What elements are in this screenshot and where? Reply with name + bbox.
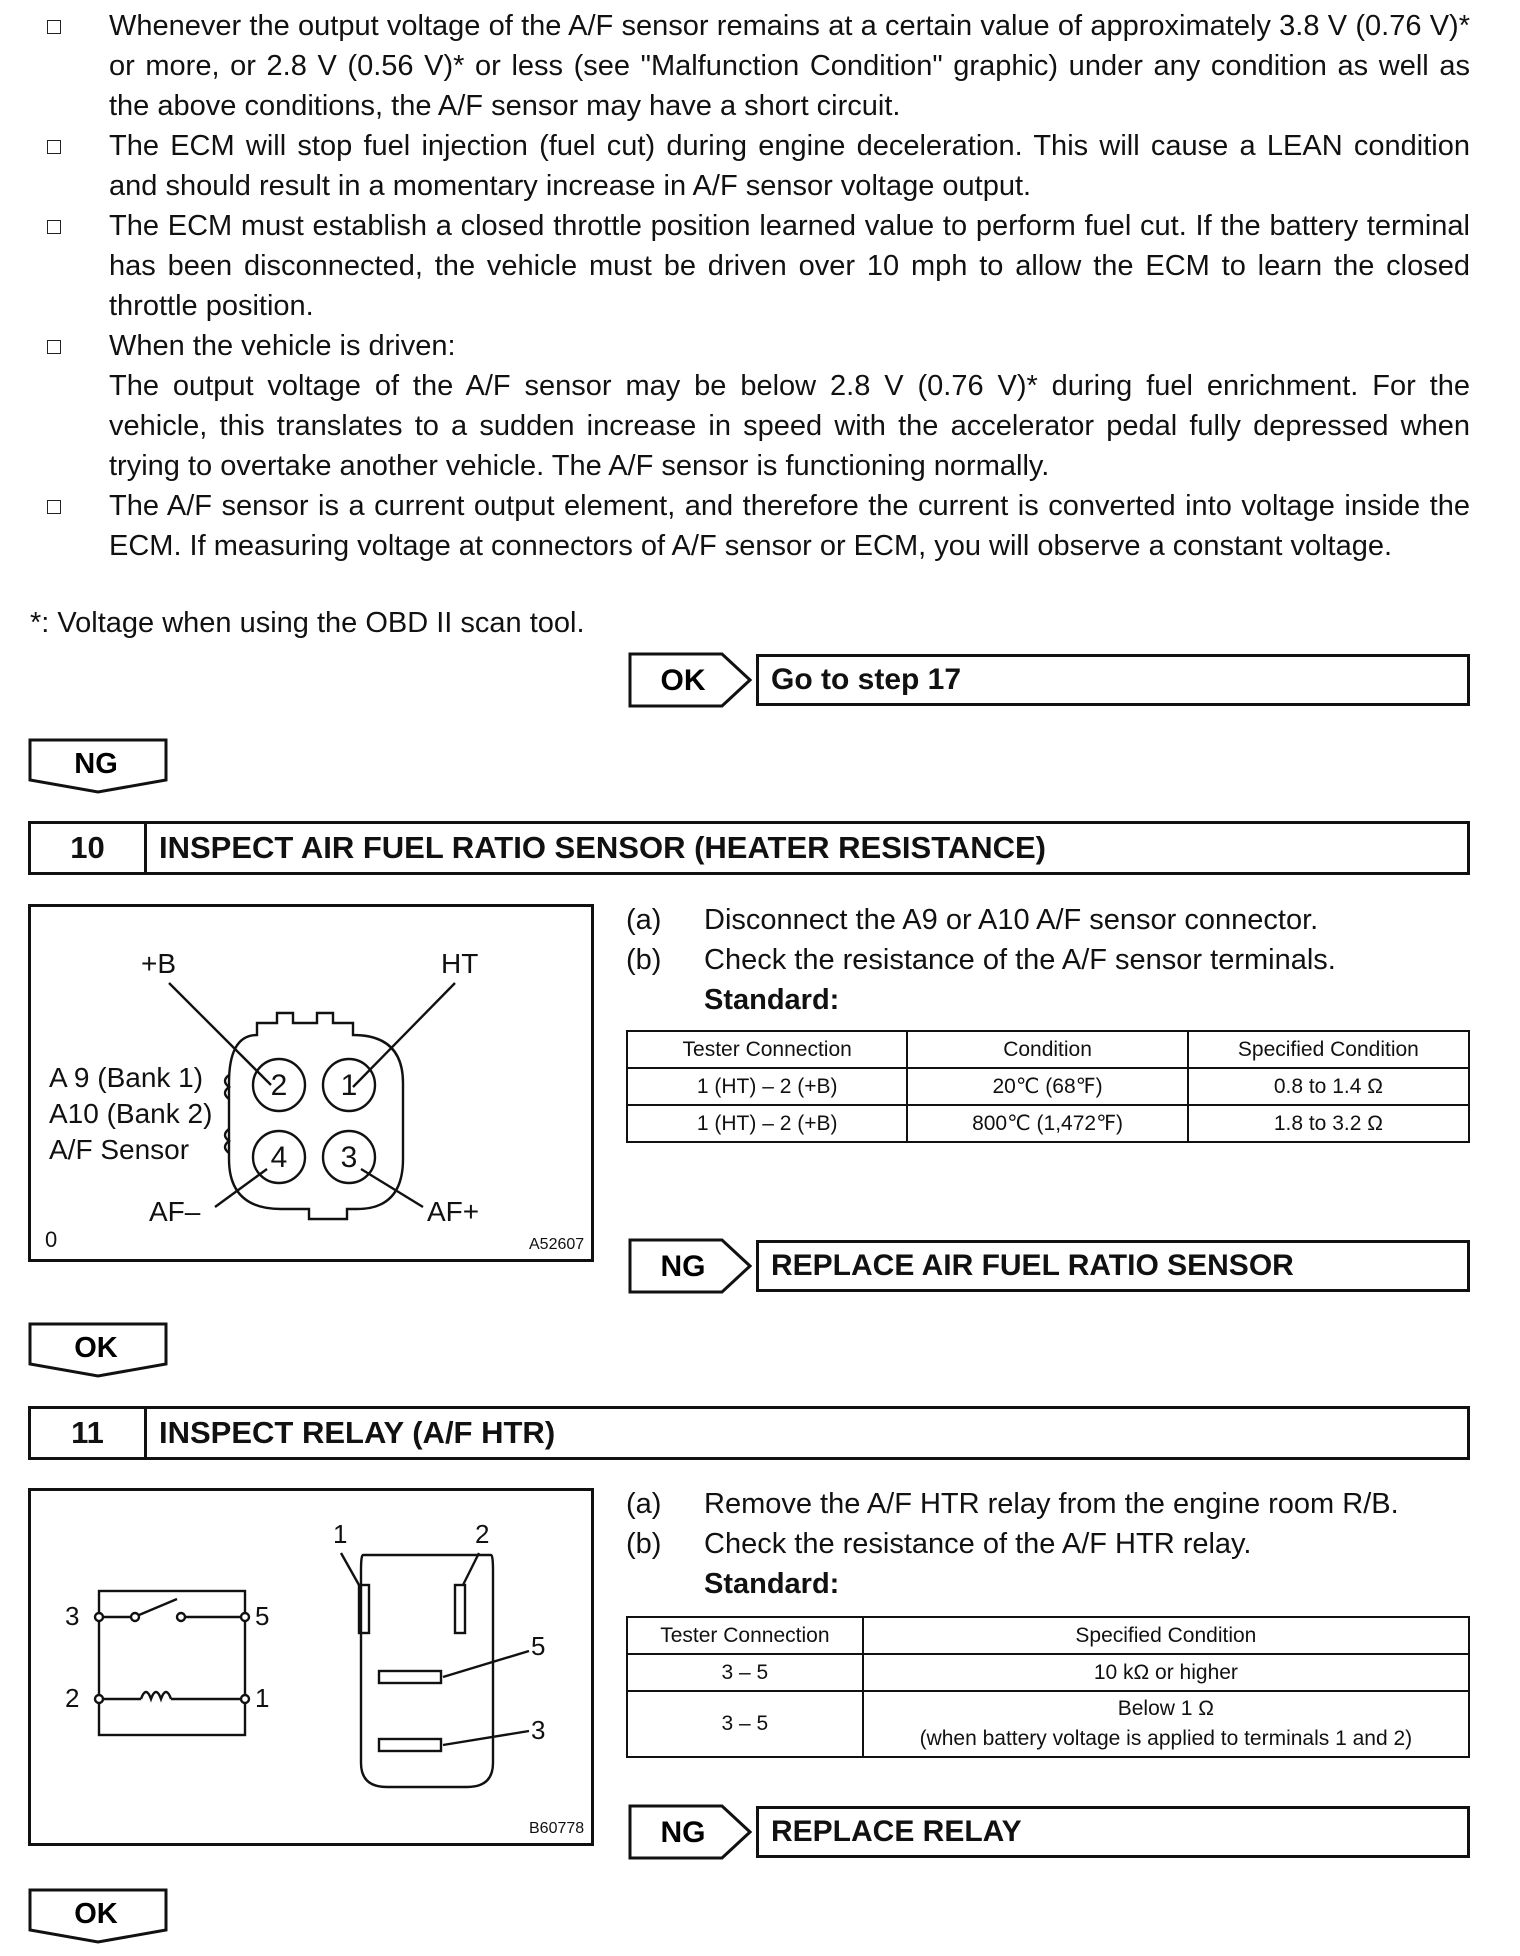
result-replace-relay: REPLACE RELAY — [756, 1806, 1470, 1858]
af-sensor-connector-figure — [28, 904, 594, 1262]
bullet-box-icon — [47, 220, 61, 234]
instruction-row: (b) Check the resistance of the A/F sensor terminals. — [626, 944, 1336, 976]
svg-text:NG: NG — [74, 748, 118, 780]
schematic-pin-3: 3 — [65, 1601, 80, 1631]
schematic-pin-2: 2 — [65, 1683, 80, 1713]
relay-pin-2: 2 — [475, 1519, 490, 1549]
relay-pin-1: 1 — [333, 1519, 348, 1549]
footnote: *: Voltage when using the OBD II scan tool. — [30, 607, 585, 639]
list-item: When the vehicle is driven: The output voltage of the A/F sensor may be below 2.8 V (0.76 V)* during fuel enrichment. For the vehicle, this translates to a sudden increase in speed with the accelerator pedal fully depressed when trying to overtake another vehicle. The A/F sensor is functioning normally. — [28, 326, 1470, 486]
connector-label-line: A/F Sensor — [49, 1134, 190, 1165]
pin-1: 1 — [340, 1069, 358, 1102]
standard-label: Standard: — [704, 1568, 840, 1600]
step-number: 11 — [31, 1409, 147, 1457]
figure-code: B60778 — [529, 1820, 585, 1837]
label-ht: HT — [441, 948, 479, 979]
relay-pin-3: 3 — [531, 1715, 546, 1745]
svg-text:OK: OK — [74, 1332, 118, 1364]
table-row: 3 – 5 Below 1 Ω (when battery voltage is applied to terminals 1 and 2) — [627, 1691, 1469, 1757]
table-row: 3 – 5 10 kΩ or higher — [627, 1654, 1469, 1691]
step-title: INSPECT RELAY (A/F HTR) — [159, 1415, 556, 1450]
connector-label-line: A 9 (Bank 1) — [49, 1062, 204, 1093]
bullet-box-icon — [47, 500, 61, 514]
list-item: The ECM must establish a closed throttle position learned value to perform fuel cut. If the battery terminal has been disconnected, the vehicle must be driven over 10 mph to allow the ECM to learn the closed throttle position. — [28, 206, 1470, 326]
svg-text:OK: OK — [74, 1898, 118, 1930]
notes-list — [28, 6, 1470, 566]
step-number: 10 — [31, 824, 147, 872]
ok-down-tag — [28, 1888, 168, 1944]
bullet-box-icon — [47, 20, 61, 34]
instruction-row: (a) Disconnect the A9 or A10 A/F sensor connector. — [626, 904, 1319, 936]
step-11-instructions — [626, 1484, 1476, 1604]
pin-2: 2 — [270, 1069, 288, 1102]
table-header-row: Tester Connection Condition Specified Condition — [627, 1031, 1469, 1068]
relay-figure — [28, 1488, 594, 1846]
step-10-instructions — [626, 900, 1476, 1020]
step-title: INSPECT AIR FUEL RATIO SENSOR (HEATER RESISTANCE) — [159, 830, 1046, 865]
step-10-header — [28, 821, 1470, 875]
ng-arrow-tag — [628, 1804, 752, 1860]
svg-text:OK: OK — [660, 664, 706, 697]
ng-arrow-tag — [628, 1238, 752, 1294]
ok-down-tag — [28, 1322, 168, 1378]
step-11-spec-table — [626, 1616, 1470, 1758]
svg-text:NG: NG — [660, 1250, 706, 1283]
relay-pin-5: 5 — [531, 1631, 546, 1661]
ok-arrow-tag — [628, 652, 752, 708]
table-row: 1 (HT) – 2 (+B) 800℃ (1,472℉) 1.8 to 3.2 Ω — [627, 1105, 1469, 1142]
list-item: Whenever the output voltage of the A/F sensor remains at a certain value of approximately 3.8 V (0.76 V)* or more, or 2.8 V (0.56 V)* or less (see "Malfunction Condition" graphic) under any condition as well as the above conditions, the A/F sensor may have a short circuit. — [28, 6, 1470, 126]
result-go-to-step-17: Go to step 17 — [756, 654, 1470, 706]
step-10-spec-table — [626, 1030, 1470, 1143]
corner-mark: 0 — [45, 1227, 58, 1252]
instruction-row: (b) Check the resistance of the A/F HTR relay. — [626, 1528, 1252, 1560]
pin-4: 4 — [270, 1141, 288, 1174]
connector-label-line: A10 (Bank 2) — [49, 1098, 213, 1129]
label-af-plus: AF+ — [427, 1196, 480, 1227]
standard-label: Standard: — [704, 984, 840, 1016]
step-11-header — [28, 1406, 1470, 1460]
pin-3: 3 — [340, 1141, 358, 1174]
instruction-row: (a) Remove the A/F HTR relay from the engine room R/B. — [626, 1488, 1399, 1520]
bullet-box-icon — [47, 140, 61, 154]
figure-code: A52607 — [529, 1236, 585, 1253]
label-plus-b: +B — [141, 948, 177, 979]
list-item: The ECM will stop fuel injection (fuel cut) during engine deceleration. This will cause a LEAN condition and should result in a momentary increase in A/F sensor voltage output. — [28, 126, 1470, 206]
schematic-pin-1: 1 — [255, 1683, 270, 1713]
schematic-pin-5: 5 — [255, 1601, 270, 1631]
result-replace-af-sensor: REPLACE AIR FUEL RATIO SENSOR — [756, 1240, 1470, 1292]
svg-text:NG: NG — [660, 1816, 706, 1849]
list-item: The A/F sensor is a current output element, and therefore the current is converted into voltage inside the ECM. If measuring voltage at connectors of A/F sensor or ECM, you will observe a constant voltage. — [28, 486, 1470, 566]
table-header-row: Tester Connection Specified Condition — [627, 1617, 1469, 1654]
ng-down-tag — [28, 738, 168, 794]
table-row: 1 (HT) – 2 (+B) 20℃ (68℉) 0.8 to 1.4 Ω — [627, 1068, 1469, 1105]
label-af-minus: AF– — [149, 1196, 201, 1227]
bullet-box-icon — [47, 340, 61, 354]
